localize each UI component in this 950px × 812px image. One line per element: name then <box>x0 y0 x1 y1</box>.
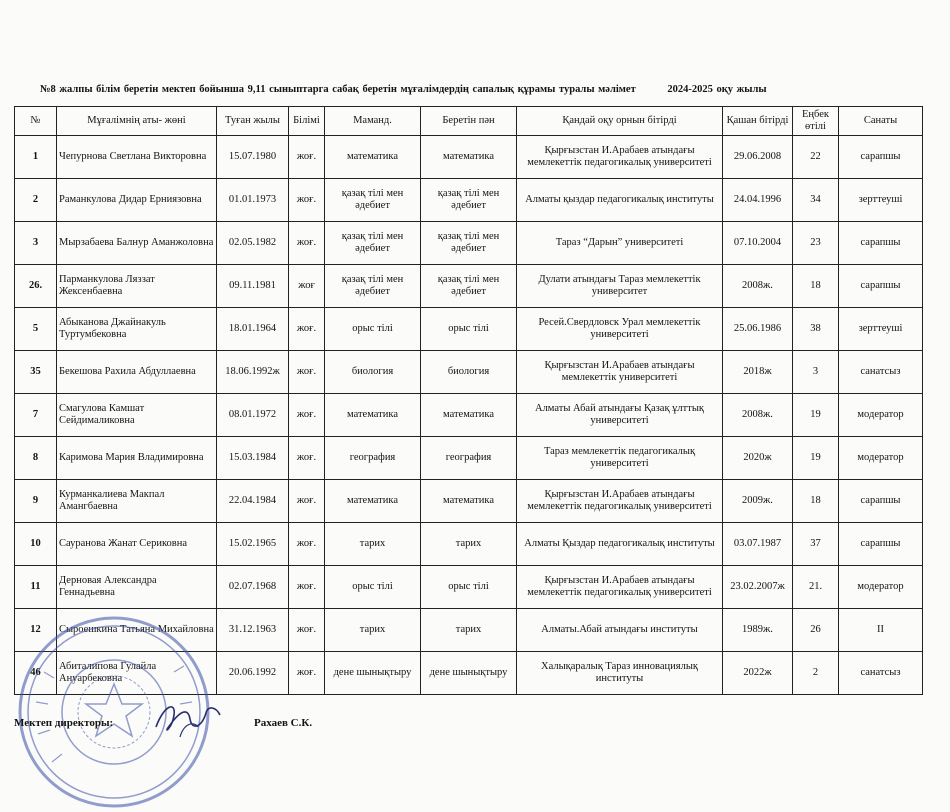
institution: Халықаралық Тараз инновациялық институты <box>517 652 723 695</box>
header-num: № <box>15 107 57 136</box>
table-row <box>15 480 923 523</box>
subject: биология <box>421 351 517 394</box>
birth-date: 09.11.1981 <box>217 265 289 308</box>
subject: география <box>421 437 517 480</box>
teacher-name: Смагулова Камшат Сейдималиковна <box>57 394 217 437</box>
subject: қазақ тілі мен әдебиет <box>421 265 517 308</box>
graduation-date: 03.07.1987 <box>723 523 793 566</box>
table-row <box>15 179 923 222</box>
institution: Алматы Қыздар педагогикалық институты <box>517 523 723 566</box>
row-number: 2 <box>15 179 57 222</box>
row-number: 46 <box>15 652 57 695</box>
institution: Дулати атындағы Тараз мемлекеттік университет <box>517 265 723 308</box>
subject: орыс тілі <box>421 308 517 351</box>
row-number: 12 <box>15 609 57 652</box>
document-title <box>40 84 940 95</box>
teacher-name: Сауранова Жанат Сериковна <box>57 523 217 566</box>
teacher-name: Дерновая Александра Геннадьевна <box>57 566 217 609</box>
category: модератор <box>839 566 923 609</box>
education-level: жоғ. <box>289 351 325 394</box>
teachers-table <box>14 106 923 695</box>
category: модератор <box>839 394 923 437</box>
institution: Алматы қыздар педагогикалық институты <box>517 179 723 222</box>
education-level: жоғ. <box>289 136 325 179</box>
birth-date: 15.03.1984 <box>217 437 289 480</box>
row-number: 5 <box>15 308 57 351</box>
subject: тарих <box>421 609 517 652</box>
graduation-date: 2020ж <box>723 437 793 480</box>
table-header-row <box>15 107 923 136</box>
category: санатсыз <box>839 351 923 394</box>
birth-date: 18.06.1992ж <box>217 351 289 394</box>
header-subject: Беретін пән <box>421 107 517 136</box>
education-level: жоғ. <box>289 523 325 566</box>
header-institution: Қандай оқу орнын бітірді <box>517 107 723 136</box>
specialty: математика <box>325 480 421 523</box>
teacher-name: Абыканова Джайнакуль Туртумбековна <box>57 308 217 351</box>
row-number: 9 <box>15 480 57 523</box>
row-number: 8 <box>15 437 57 480</box>
header-category: Санаты <box>839 107 923 136</box>
graduation-date: 23.02.2007ж <box>723 566 793 609</box>
row-number: 10 <box>15 523 57 566</box>
category: зерттеуші <box>839 179 923 222</box>
director-label: Мектеп директоры: <box>14 717 114 729</box>
education-level: жоғ. <box>289 222 325 265</box>
institution: Тараз мемлекеттік педагогикалық университеті <box>517 437 723 480</box>
graduation-date: 2008ж. <box>723 394 793 437</box>
experience-years: 19 <box>793 437 839 480</box>
table-row <box>15 265 923 308</box>
specialty: орыс тілі <box>325 566 421 609</box>
teacher-name: Парманкулова Ляззат Жексенбаевна <box>57 265 217 308</box>
specialty: тарих <box>325 609 421 652</box>
table-row <box>15 136 923 179</box>
institution: Қырғызстан И.Арабаев атындағы мемлекеттік университеті <box>517 351 723 394</box>
category: сарапшы <box>839 222 923 265</box>
row-number: 26. <box>15 265 57 308</box>
specialty: қазақ тілі мен әдебиет <box>325 222 421 265</box>
header-specialty: Маманд. <box>325 107 421 136</box>
experience-years: 38 <box>793 308 839 351</box>
row-number: 3 <box>15 222 57 265</box>
birth-date: 02.07.1968 <box>217 566 289 609</box>
table-row <box>15 222 923 265</box>
graduation-date: 2009ж. <box>723 480 793 523</box>
table-row <box>15 308 923 351</box>
education-level: жоғ. <box>289 566 325 609</box>
graduation-date: 2022ж <box>723 652 793 695</box>
director-name: Рахаев С.К. <box>254 717 313 729</box>
category: санатсыз <box>839 652 923 695</box>
experience-years: 19 <box>793 394 839 437</box>
specialty: математика <box>325 394 421 437</box>
graduation-date: 29.06.2008 <box>723 136 793 179</box>
row-number: 11 <box>15 566 57 609</box>
experience-years: 3 <box>793 351 839 394</box>
director-signature <box>150 697 230 741</box>
graduation-date: 2018ж <box>723 351 793 394</box>
row-number: 1 <box>15 136 57 179</box>
birth-date: 22.04.1984 <box>217 480 289 523</box>
experience-years: 2 <box>793 652 839 695</box>
specialty: қазақ тілі мен әдебиет <box>325 265 421 308</box>
graduation-date: 25.06.1986 <box>723 308 793 351</box>
education-level: жоғ. <box>289 652 325 695</box>
experience-years: 21. <box>793 566 839 609</box>
institution: Қырғызстан И.Арабаев атындағы мемлекеттік педагогикалық университеті <box>517 566 723 609</box>
table-row <box>15 523 923 566</box>
birth-date: 15.02.1965 <box>217 523 289 566</box>
birth-date: 15.07.1980 <box>217 136 289 179</box>
table-row <box>15 437 923 480</box>
title-text: №8 жалпы білім беретін мектеп бойынша 9,11 сыныптарга сабақ беретін мұғалімдердің сапалық құрамы туралы мәлімет <box>40 84 636 95</box>
table-row <box>15 351 923 394</box>
teacher-name: Каримова Мария Владимировна <box>57 437 217 480</box>
institution: Ресей.Свердловск Урал мемлекеттік университеті <box>517 308 723 351</box>
graduation-date: 1989ж. <box>723 609 793 652</box>
subject: қазақ тілі мен әдебиет <box>421 179 517 222</box>
institution: Алматы Абай атындағы Қазақ ұлттық университеті <box>517 394 723 437</box>
subject: математика <box>421 394 517 437</box>
subject: математика <box>421 480 517 523</box>
header-education: Білімі <box>289 107 325 136</box>
experience-years: 37 <box>793 523 839 566</box>
teacher-name: Курманкалиева Макпал Амангбаевна <box>57 480 217 523</box>
birth-date: 02.05.1982 <box>217 222 289 265</box>
academic-year: 2024-2025 оқу жылы <box>667 84 767 95</box>
teacher-name: Мырзабаева Балнур Аманжоловна <box>57 222 217 265</box>
teacher-name: Раманкулова Дидар Ерниязовна <box>57 179 217 222</box>
category: модератор <box>839 437 923 480</box>
education-level: жоғ. <box>289 394 325 437</box>
category: сарапшы <box>839 480 923 523</box>
education-level: жоғ. <box>289 308 325 351</box>
education-level: жоғ. <box>289 480 325 523</box>
graduation-date: 2008ж. <box>723 265 793 308</box>
specialty: биология <box>325 351 421 394</box>
graduation-date: 24.04.1996 <box>723 179 793 222</box>
category: сарапшы <box>839 265 923 308</box>
subject: математика <box>421 136 517 179</box>
category: сарапшы <box>839 136 923 179</box>
subject: тарих <box>421 523 517 566</box>
row-number: 35 <box>15 351 57 394</box>
specialty: дене шынықтыру <box>325 652 421 695</box>
graduation-date: 07.10.2004 <box>723 222 793 265</box>
experience-years: 22 <box>793 136 839 179</box>
header-name: Мұғалімнің аты- жөні <box>57 107 217 136</box>
institution: Алматы.Абай атындағы институты <box>517 609 723 652</box>
teacher-name: Бекешова Рахила Абдуллаевна <box>57 351 217 394</box>
subject: дене шынықтыру <box>421 652 517 695</box>
education-level: жоғ. <box>289 609 325 652</box>
specialty: география <box>325 437 421 480</box>
institution: Қырғызстан И.Арабаев атындағы мемлекеттік педагогикалық университеті <box>517 480 723 523</box>
row-number: 7 <box>15 394 57 437</box>
subject: орыс тілі <box>421 566 517 609</box>
birth-date: 08.01.1972 <box>217 394 289 437</box>
category: зерттеуші <box>839 308 923 351</box>
experience-years: 23 <box>793 222 839 265</box>
institution: Тараз “Дарын” университеті <box>517 222 723 265</box>
specialty: қазақ тілі мен әдебиет <box>325 179 421 222</box>
specialty: математика <box>325 136 421 179</box>
category: II <box>839 609 923 652</box>
teacher-name: Сыроешкина Татьяна Михайловна <box>57 609 217 652</box>
education-level: жоғ. <box>289 179 325 222</box>
birth-date: 20.06.1992 <box>217 652 289 695</box>
education-level: жоғ <box>289 265 325 308</box>
birth-date: 01.01.1973 <box>217 179 289 222</box>
header-grad-date: Қашан бітірді <box>723 107 793 136</box>
specialty: орыс тілі <box>325 308 421 351</box>
teacher-name: Чепурнова Светлана Викторовна <box>57 136 217 179</box>
experience-years: 26 <box>793 609 839 652</box>
table-row <box>15 394 923 437</box>
education-level: жоғ. <box>289 437 325 480</box>
specialty: тарих <box>325 523 421 566</box>
institution: Қырғызстан И.Арабаев атындағы мемлекеттік педагогикалық университеті <box>517 136 723 179</box>
table-row <box>15 566 923 609</box>
header-experience: Еңбек өтілі <box>793 107 839 136</box>
experience-years: 34 <box>793 179 839 222</box>
teacher-name: Абиталипова Гулайла Ануарбековна <box>57 652 217 695</box>
experience-years: 18 <box>793 265 839 308</box>
experience-years: 18 <box>793 480 839 523</box>
subject: қазақ тілі мен әдебиет <box>421 222 517 265</box>
birth-date: 31.12.1963 <box>217 609 289 652</box>
category: сарапшы <box>839 523 923 566</box>
header-birth: Туған жылы <box>217 107 289 136</box>
birth-date: 18.01.1964 <box>217 308 289 351</box>
